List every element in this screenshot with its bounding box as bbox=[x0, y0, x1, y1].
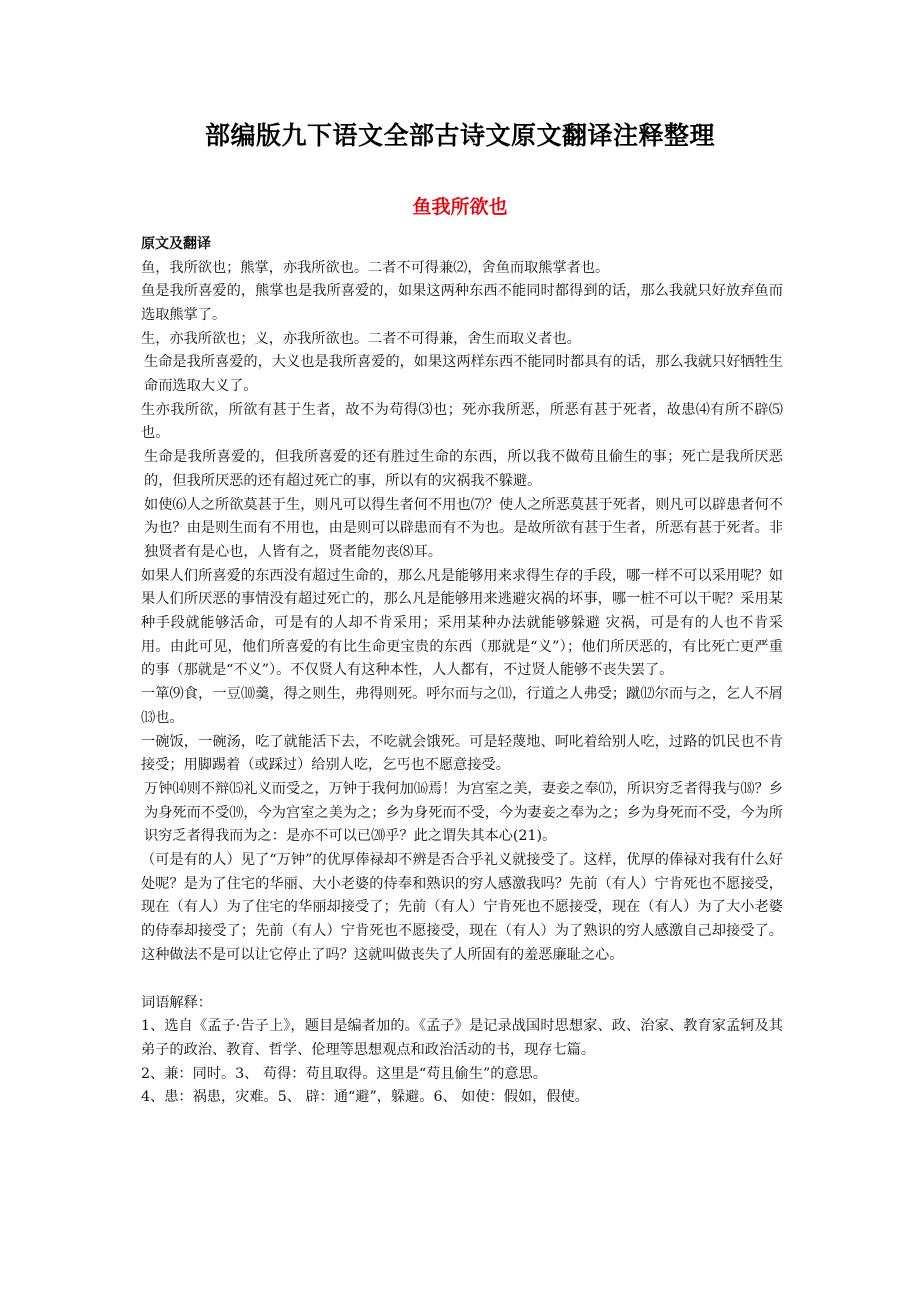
paragraph: 如果人们所喜爱的东西没有超过生命的，那么凡是能够用来求得生存的手段，哪一样不可以采用呢？如果人们所厌恶的事情没有超过死亡的，那么凡是能够用来逃避灾祸的坏事，哪一桩不可以干呢？采用某种手段就能够活命，可是有的人却不肯采用；采用某种办法就能够躲避 灾祸，可是有的人也不肯采用。由此可见，他们所喜爱的有比生命更宝贵的东西（那就是“义”）；他们所厌恶的，有比死亡更严重的事（那就是“不义”）。不仅贤人有这种本性，人人都有，不过贤人能够不丧失罢了。 bbox=[141, 567, 783, 679]
paragraph: 生，亦我所欲也；义，亦我所欲也。二者不可得兼，舍生而取义者也。 bbox=[141, 330, 581, 347]
paragraph: 一箪⑼食，一豆⑽羹，得之则生，弗得则死。呼尔而与之⑾，行道之人弗受；蹴⑿尔而与之，乞人不屑⒀也。 bbox=[141, 686, 783, 726]
paragraph: 生命是我所喜爱的，但我所喜爱的还有胜过生命的东西，所以我不做苟且偷生的事；死亡是我所厌恶的，但我所厌恶的还有超过死亡的事，所以有的灾祸我不躲避。 bbox=[144, 449, 783, 489]
section-spacer bbox=[141, 968, 783, 992]
paragraph: 一碗饭，一碗汤，吃了就能活下去，不吃就会饿死。可是轻蔑地、呵叱着给别人吃，过路的饥民也不肯接受；用脚踢着（或踩过）给别人吃，乞丐也不愿意接受。 bbox=[141, 733, 783, 774]
glossary-heading: 词语解释： bbox=[141, 994, 212, 1011]
glossary-list bbox=[141, 1015, 783, 1110]
paragraph: 生亦我所欲，所欲有甚于生者，故不为苟得⑶也；死亦我所恶，所恶有甚于死者，故患⑷有所不辟⑸也。 bbox=[141, 401, 783, 442]
glossary-item: 4、患：祸患，灾难。5、 辟：通“避”，躲避。6、 如使：假如，假使。 bbox=[141, 1089, 589, 1106]
paragraph: 鱼是我所喜爱的，熊掌也是我所喜爱的，如果这两种东西不能同时都得到的话，那么我就只好放弃鱼而选取熊掌了。 bbox=[141, 283, 783, 323]
glossary-item: 2、兼：同时。3、 苟得：苟且取得。这里是“苟且偷生”的意思。 bbox=[141, 1065, 547, 1082]
document-title: 部编版九下语文全部古诗文原文翻译注释整理 bbox=[204, 121, 715, 150]
document-body bbox=[141, 233, 783, 1110]
paragraph: 生命是我所喜爱的，大义也是我所喜爱的，如果这两样东西不能同时都具有的话，那么我就只好牺牲生命而选取大义了。 bbox=[144, 354, 783, 395]
paragraph: 如使⑹人之所欲莫甚于生，则凡可以得生者何不用也⑺？使人之所恶莫甚于死者，则凡可以辟患者何不为也？由是则生而有不用也，由是则可以辟患而有不为也。是故所欲有甚于生者，所恶有甚于死者。非独贤者有是心也，人皆有之，贤者能勿丧⑻耳。 bbox=[144, 496, 783, 560]
paragraph: 鱼，我所欲也；熊掌，亦我所欲也。二者不可得兼⑵，舍鱼而取熊掌者也。 bbox=[141, 259, 610, 276]
glossary-item: 1、选自《孟子·告子上》，题目是编者加的。《孟子》是记录战国时思想家、政、治家、教育家孟轲及其弟子的政治、教育、哲学、伦理等思想观点和政治活动的书，现存七篇。 bbox=[141, 1018, 783, 1058]
paragraph-list bbox=[141, 257, 783, 968]
subheading-original-and-translation: 原文及翻译 bbox=[141, 236, 211, 252]
paragraph: （可是有的人）见了“万钟”的优厚俸禄却不辨是否合乎礼义就接受了。这样，优厚的俸禄对我有什么好处呢？是为了住宅的华丽、大小老婆的侍奉和熟识的穷人感激我吗？先前（有人）宁肯死也不愿接受，现在（有人）为了住宅的华丽却接受了；先前（有人）宁肯死也不愿接受，现在（有人）为了大小老婆的侍奉却接受了；先前（有人）宁肯死也不愿接受，现在（有人）为了熟识的穷人感激自己却接受了。这种做法不是可以让它停止了吗？这就叫做丧失了人所固有的羞恶廉耻之心。 bbox=[141, 852, 783, 963]
paragraph: 万钟⒁则不辩⒂礼义而受之，万钟于我何加⒃焉！为宫室之美，妻妾之奉⒄，所识穷乏者得我与⒅？乡为身死而不受⒆，今为宫室之美为之；乡为身死而不受，今为妻妾之奉为之；乡为身死而不受，今为所识穷乏者得我而为之：是亦不可以已⒇乎？此之谓失其本心(21)。 bbox=[144, 780, 783, 845]
section-title: 鱼我所欲也 bbox=[412, 196, 508, 218]
